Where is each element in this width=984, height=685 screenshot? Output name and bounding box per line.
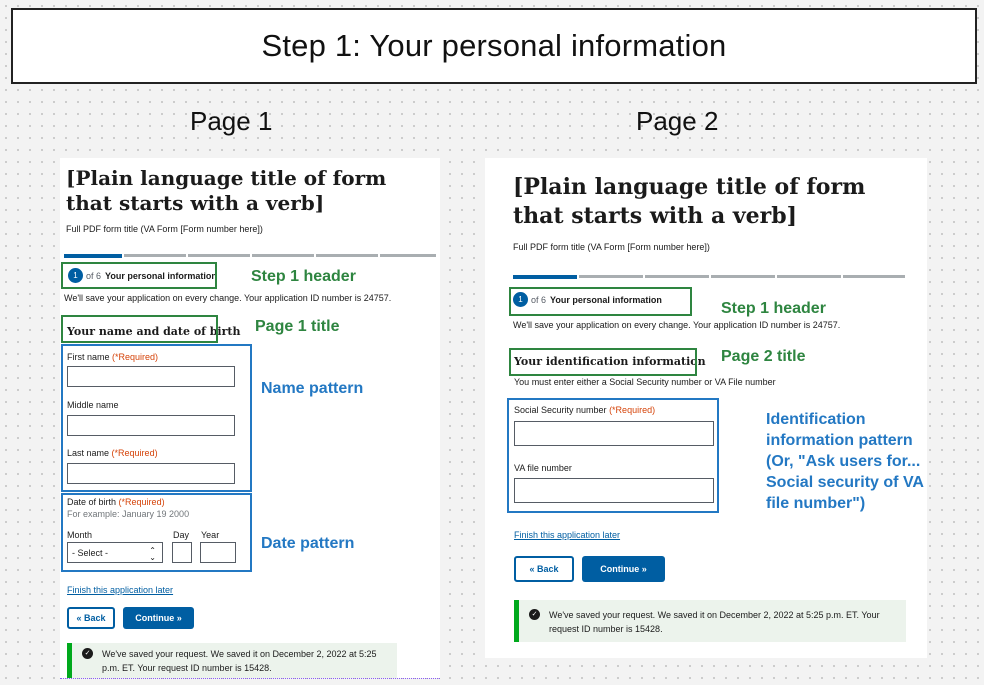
- progress-segment-1: [513, 275, 577, 279]
- up-down-chevron-icon: ⌃ ⌄: [149, 546, 156, 562]
- progress-segment-4: [252, 254, 314, 257]
- back-button[interactable]: « Back: [514, 556, 574, 582]
- finish-later-link[interactable]: Finish this application later: [67, 585, 174, 595]
- page1-title-annotation: Page 1 title: [255, 318, 340, 335]
- saved-alert-text: We've saved your request. We saved it on December 2, 2022 at 5:25 p.m. ET. Your request ID number is 15428.: [102, 649, 377, 673]
- name-pattern-annotation: Name pattern: [261, 380, 364, 397]
- year-label: Year: [201, 530, 220, 540]
- month-label: Month: [67, 530, 93, 540]
- page2-label: Page 2: [636, 106, 719, 136]
- page1-label: Page 1: [190, 106, 273, 136]
- id-hint: You must enter either a Social Security number or VA File number: [514, 377, 776, 387]
- continue-button[interactable]: Continue »: [123, 607, 194, 629]
- date-pattern-annotation: Date pattern: [261, 535, 355, 552]
- page1-title-box: [61, 315, 218, 343]
- step1-header-box: [509, 287, 692, 316]
- progress-segment-1: [64, 254, 122, 258]
- page2-title-annotation: Page 2 title: [721, 348, 806, 365]
- step1-header-annotation: Step 1 header: [721, 300, 826, 317]
- saved-alert-text: We've saved your request. We saved it on December 2, 2022 at 5:25 p.m. ET. Your request ID number is 15428.: [549, 610, 880, 634]
- form-title: [Plain language title of form that starts with a verb]: [66, 166, 387, 215]
- section-title: Your identification information: [514, 355, 706, 368]
- progress-segment-6: [380, 254, 436, 257]
- date-pattern-box: [61, 493, 252, 572]
- check-circle-icon: ✓: [529, 609, 540, 620]
- progress-segment-3: [645, 275, 709, 278]
- progress-segment-3: [188, 254, 250, 257]
- step-name: Your personal information: [105, 270, 217, 281]
- progress-segment-6: [843, 275, 905, 278]
- step1-header-box: [61, 262, 217, 289]
- id-pattern-annotation: Identification information pattern (Or, "Ask users for... Social security of VA file number"): [766, 411, 924, 512]
- dob-label: Date of birth (*Required): [67, 497, 165, 507]
- progress-segment-5: [777, 275, 841, 278]
- section-title: Your name and date of birth: [67, 325, 241, 338]
- last-name-label: Last name (*Required): [67, 448, 158, 458]
- diagram-title: Step 1: Your personal information: [11, 8, 977, 84]
- step-of-label: of 6: [531, 294, 547, 305]
- form-subtitle: Full PDF form title (VA Form [Form number here]): [66, 224, 263, 234]
- progress-segment-4: [711, 275, 775, 278]
- progress-segment-5: [316, 254, 378, 257]
- continue-button[interactable]: Continue »: [582, 556, 665, 582]
- form-subtitle: Full PDF form title (VA Form [Form number here]): [513, 242, 710, 252]
- ssn-label: Social Security number (*Required): [514, 405, 656, 415]
- saved-alert: [514, 600, 906, 642]
- first-name-label: First name (*Required): [67, 352, 159, 362]
- check-circle-icon: ✓: [82, 648, 93, 659]
- selection-guide-line: [60, 678, 440, 679]
- step1-header-annotation: Step 1 header: [251, 268, 356, 285]
- progress-segment-2: [579, 275, 643, 278]
- dob-hint: For example: January 19 2000: [67, 509, 190, 519]
- name-pattern-box: [61, 344, 252, 492]
- save-note: We'll save your application on every change. Your application ID number is 24757.: [513, 320, 841, 330]
- back-button[interactable]: « Back: [67, 607, 115, 629]
- saved-alert: [67, 643, 397, 678]
- day-label: Day: [173, 530, 190, 540]
- save-note: We'll save your application on every change. Your application ID number is 24757.: [64, 293, 392, 303]
- step-number-badge: 1: [68, 268, 83, 283]
- form-title: [Plain language title of form that starts with a verb]: [513, 174, 866, 229]
- id-pattern-box: [507, 398, 719, 513]
- page2-title-box: [509, 348, 697, 376]
- month-select[interactable]: - Select - ⌃ ⌄: [67, 542, 163, 563]
- va-file-label: VA file number: [514, 463, 572, 473]
- step-name: Your personal information: [550, 294, 662, 305]
- step-number-badge: 1: [513, 292, 528, 307]
- progress-segment-2: [124, 254, 186, 257]
- finish-later-link[interactable]: Finish this application later: [514, 530, 621, 540]
- step-of-label: of 6: [86, 270, 102, 281]
- middle-name-label: Middle name: [67, 400, 119, 410]
